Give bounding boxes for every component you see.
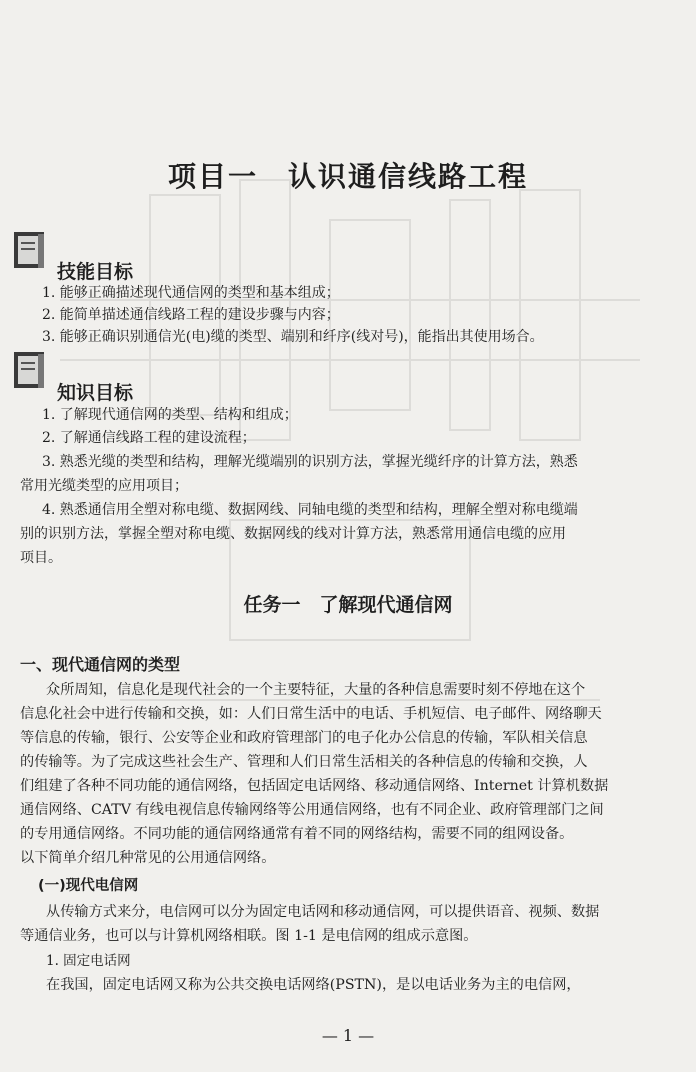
paragraph-line: 在我国，固定电话网又称为公共交换电话网络(PSTN)，是以电话业务为主的电信网， (46, 977, 581, 993)
knowledge-line: 4. 熟悉通信用全塑对称电缆、数据网线、同轴电缆的类型和结构，理解全塑对称电缆端 (42, 502, 578, 518)
book-icon (12, 350, 48, 392)
skills-heading: 技能目标 (57, 261, 134, 283)
paragraph-line: 等通信业务，也可以与计算机网络相联。图 1-1 是电信网的组成示意图。 (20, 928, 478, 944)
section-heading: 一、现代通信网的类型 (20, 655, 181, 674)
skill-item: 2. 能简单描述通信线路工程的建设步骤与内容； (42, 307, 340, 323)
knowledge-line: 1. 了解现代通信网的类型、结构和组成； (42, 407, 298, 423)
paragraph-line: 从传输方式来分，电信网可以分为固定电话网和移动通信网，可以提供语音、视频、数据 (46, 904, 600, 920)
knowledge-line: 别的识别方法，掌握全塑对称电缆、数据网线的线对计算方法，熟悉常用通信电缆的应用 (20, 526, 566, 542)
paragraph-line: 信息化社会中进行传输和交换，如：人们日常生活中的电话、手机短信、电子邮件、网络聊天 (20, 706, 602, 722)
paragraph-line: 的传输等。为了完成这些社会生产、管理和人们日常生活相关的各种信息的传输和交换，人 (20, 754, 588, 770)
paragraph-line: 通信网络、CATV 有线电视信息传输网络等公用通信网络，也有不同企业、政府管理部门之间 (20, 802, 604, 818)
task-title: 任务一 了解现代通信网 (243, 594, 453, 616)
paragraph-line: 等信息的传输，银行、公安等企业和政府管理部门的电子化办公信息的传输，军队相关信息 (20, 730, 588, 746)
page-number: — 1 — (321, 1026, 375, 1045)
knowledge-line: 常用光缆类型的应用项目； (20, 478, 188, 494)
knowledge-line: 项目。 (20, 550, 62, 566)
skill-item: 1. 能够正确描述现代通信网的类型和基本组成； (42, 285, 340, 301)
paragraph-line: 的专用通信网络。不同功能的通信网络通常有着不同的网络结构，需要不同的组网设备。 (20, 826, 574, 842)
book-icon (12, 230, 48, 272)
chapter-title: 项目一 认识通信线路工程 (167, 160, 528, 193)
item-heading: 1. 固定电话网 (46, 953, 131, 969)
skill-item: 3. 能够正确识别通信光(电)缆的类型、端别和纤序(线对号)，能指出其使用场合。 (42, 329, 544, 345)
knowledge-line: 2. 了解通信线路工程的建设流程； (42, 430, 256, 446)
subsection-heading: (一)现代电信网 (38, 878, 139, 894)
knowledge-heading: 知识目标 (57, 382, 134, 404)
paragraph-line: 以下简单介绍几种常见的公用通信网络。 (20, 850, 276, 866)
knowledge-line: 3. 熟悉光缆的类型和结构，理解光缆端别的识别方法，掌握光缆纤序的计算方法，熟悉 (42, 454, 578, 470)
paragraph-line: 众所周知，信息化是现代社会的一个主要特征，大量的各种信息需要时刻不停地在这个 (46, 682, 586, 698)
paragraph-line: 们组建了各种不同功能的通信网络，包括固定电话网络、移动通信网络、Internet 计算机数据 (20, 778, 609, 794)
